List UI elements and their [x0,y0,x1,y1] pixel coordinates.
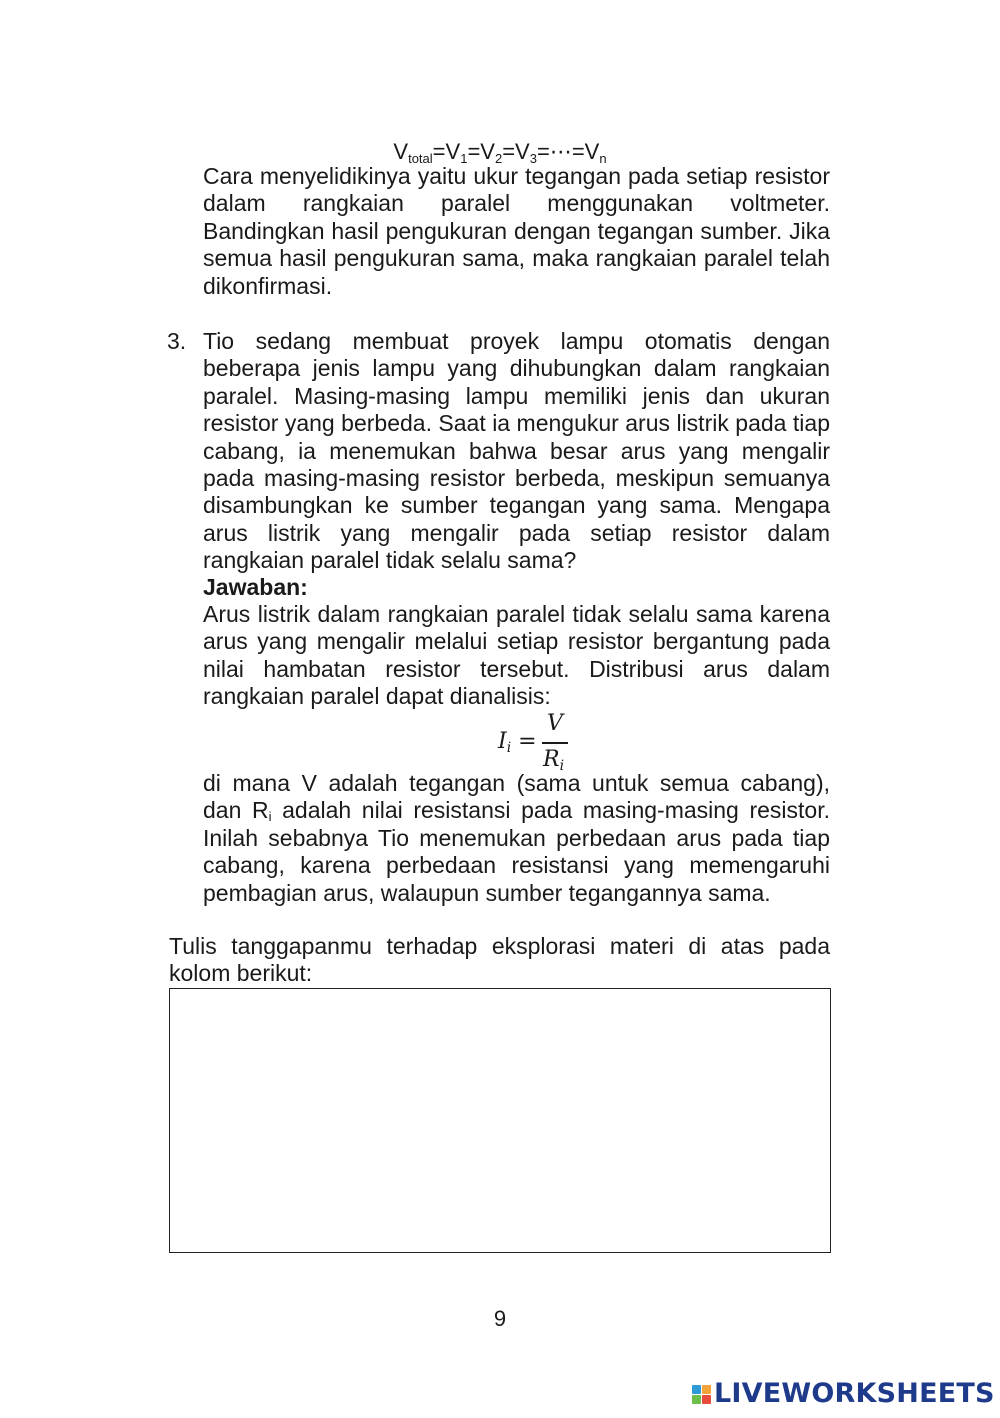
response-textbox[interactable] [169,988,831,1253]
liveworksheets-logo [692,1379,995,1409]
question-text: Tio sedang membuat proyek lampu otomatis dengan beberapa jenis lampu yang dihubungkan dalam rangkaian paralel. Masing-masing lampu memiliki jenis dan ukuran resistor yang berbeda. Saat ia mengukur arus listrik pada tiap cabang, ia menemukan bahwa besar arus yang mengalir pada masing-masing resistor berbeda, meskipun semuanya disambungkan ke sumber tegangan yang sama. Mengapa arus listrik yang mengalir pada setiap resistor dalam rangkaian paralel tidak selalu sama? [203,328,830,574]
fraction-bar [542,742,568,744]
formula-lhs: $I_i$ = [498,729,537,756]
voltage-equality-formula: $V_{total}=V_1=V_2=V_3=\cdots=V_n$ [393,139,607,166]
page-number: 9 [493,1306,507,1331]
answer-label: Jawaban: [203,574,308,600]
question-number: 3. [167,328,187,354]
response-prompt: Tulis tanggapanmu terhadap eksplorasi materi di atas pada kolom berikut: [169,933,830,987]
answer-intro: Arus listrik dalam rangkaian paralel tidak selalu sama karena arus yang mengalir melalui setiap resistor bergantung pada nilai hambatan resistor tersebut. Distribusi arus dalam rangkaian paralel dapat dianalisis: [203,601,830,710]
formula-numerator: V [547,711,563,736]
answer-explanation: di mana V adalah tegangan (sama untuk semua cabang), dan $R_i$ adalah nilai resistansi pada masing-masing resistor. Inilah sebabnya Tio menemukan perbedaan arus pada tiap cabang, karena perbedaan resistansi yang memengaruhi pembagian arus, walaupun sumber tegangannya sama. [203,770,830,906]
formula-denominator: $R_i$ [543,747,565,774]
method-paragraph: Cara menyelidikinya yaitu ukur tegangan pada setiap resistor dalam rangkaian paralel menggunakan voltmeter. Bandingkan hasil pengukuran dengan tegangan sumber. Jika semua hasil pengukuran sama, maka rangkaian paralel telah dikonfirmasi. [203,163,830,299]
liveworksheets-icon [692,1385,711,1404]
liveworksheets-wordmark: LIVEWORKSHEETS [714,1378,995,1409]
